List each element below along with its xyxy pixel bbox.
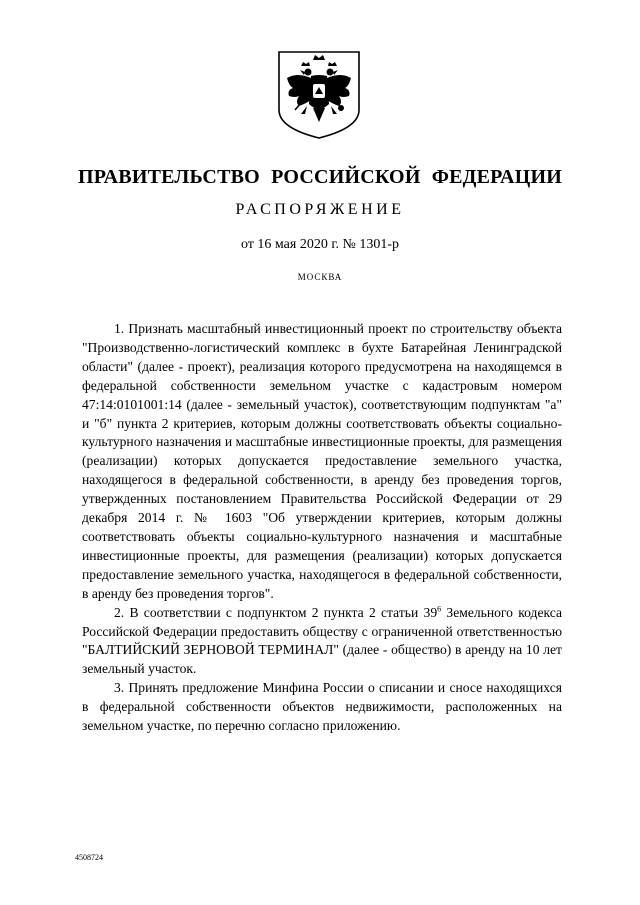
document-code: 4508724 bbox=[75, 853, 103, 862]
document-type: РАСПОРЯЖЕНИЕ bbox=[235, 201, 405, 218]
government-title: ПРАВИТЕЛЬСТВО РОССИЙСКОЙ ФЕДЕРАЦИИ bbox=[78, 166, 562, 188]
paragraph-2-text-end: Земельного кодекса Российской Федерации предоставить обществу с ограниченной ответственностью "БАЛТИЙСКИЙ ЗЕРНОВОЙ ТЕРМИНАЛ" (далее - общество) в аренду на 10 лет земельный участок. bbox=[82, 604, 562, 677]
document-city: МОСКВА bbox=[297, 272, 343, 282]
russian-coat-of-arms-icon bbox=[275, 48, 363, 140]
document-date-number: от 16 мая 2020 г. № 1301-р bbox=[240, 237, 400, 252]
paragraph-3: 3. Принять предложение Минфина России о списании и сносе находящихся в федеральной собственности объектов недвижимости, расположенных на земельном участке, по перечню согласно приложению. bbox=[82, 680, 562, 734]
paragraph-2-text-start: 2. В соответствии с подпунктом 2 пункта 2 статьи 39 bbox=[114, 604, 438, 620]
document-body bbox=[82, 320, 562, 736]
paragraph-1: 1. Признать масштабный инвестиционный проект по строительству объекта "Производственно-логистический комплекс в бухте Батарейная Ленинградской области" (далее - проект), реализация которого предусмотрена на находящемся в федеральной собственности земельном участке с кадастровым номером 47:14:0101001:14 (далее - земельный участок), соответствующим подпунктам "а" и "б" пункта 2 критериев, которым должны соответствовать объекты социально-культурного назначения и масштабные инвестиционные проекты, для размещения (реализации) которых допускается предоставление земельного участка, находящегося в федеральной собственности, в аренду без проведения торгов, утвержденных постановлением Правительства Российской Федерации от 29 декабря 2014 г. № 1603 "Об утверждении критериев, которым должны соответствовать объекты социально-культурного назначения и масштабные инвестиционные проекты, для размещения (реализации) которых допускается предоставление земельного участка, находящегося в федеральной собственности, в аренду без проведения торгов". bbox=[82, 321, 562, 601]
paragraph-2 bbox=[82, 604, 562, 680]
article-superscript: 6 bbox=[437, 604, 442, 614]
